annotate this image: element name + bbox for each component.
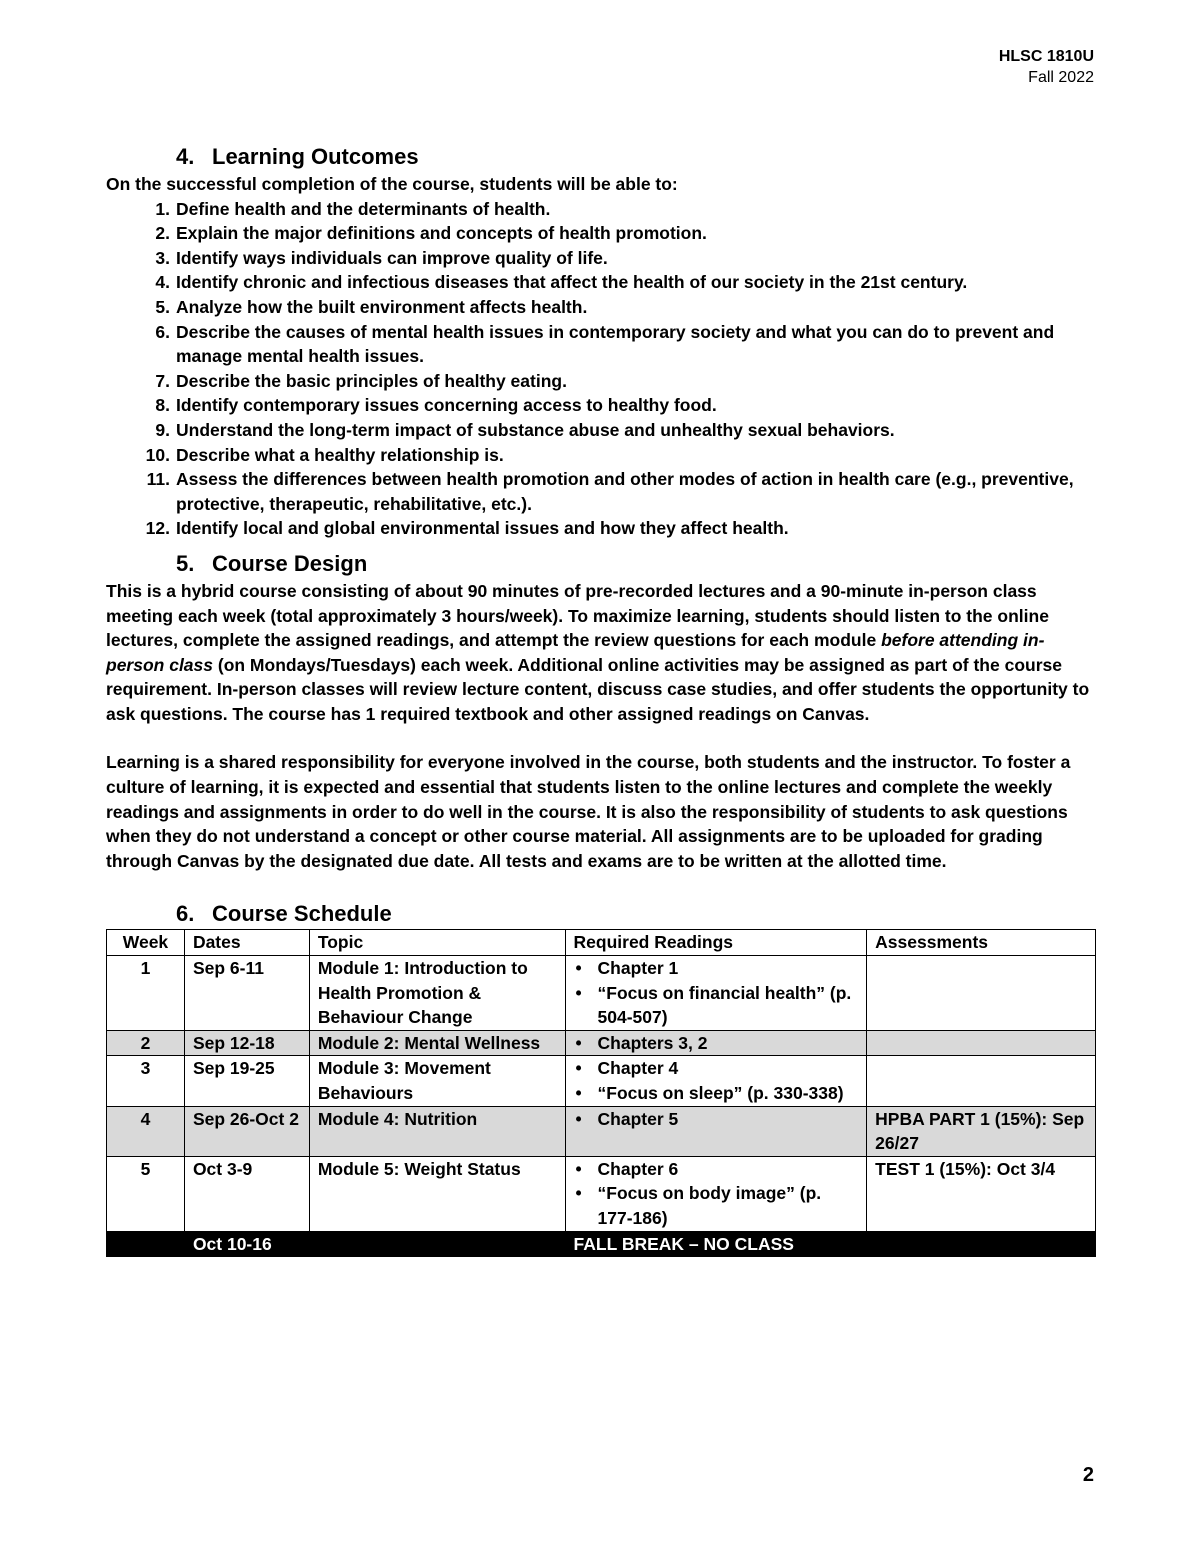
section-number: 4. [176, 144, 195, 169]
list-item-number: 12. [145, 518, 170, 539]
cell-topic: Module 4: Nutrition [309, 1106, 565, 1156]
list-item-text: Identify chronic and infectious diseases that affect the health of our society in the 21st century. [176, 272, 968, 293]
cell-topic: Module 3: Movement Behaviours [309, 1056, 565, 1106]
header-readings: Required Readings [565, 930, 867, 956]
list-item-number: 4. [155, 272, 170, 293]
reading-item: • Chapter 1 [574, 956, 859, 981]
list-item [106, 246, 1096, 271]
design-paragraph-2: Learning is a shared responsibility for everyone involved in the course, both students and the instructor. To foster a culture of learning, it is expected and essential that students listen to the online lectures and complete the weekly readings and assignments in order to do well in the course. It is also the responsibility of students to ask questions when they do not understand a concept or other course material. All assignments are to be uploaded for grading through Canvas by the designated due date. All tests and exams are to be written at the allotted time. [106, 752, 1071, 871]
cell-topic: Module 5: Weight Status [309, 1156, 565, 1231]
reading-item: • “Focus on body image” (p. 177-186) [574, 1181, 859, 1230]
cell-readings [565, 1056, 867, 1106]
cell-topic: Module 1: Introduction to Health Promotion & Behaviour Change [309, 956, 565, 1031]
list-item [106, 418, 1096, 443]
emphasis-text: before attending in-person class [106, 630, 1045, 675]
list-item-text: Describe the causes of mental health issues in contemporary society and what you can do to prevent and manage mental health issues. [176, 321, 1055, 367]
reading-item: • Chapter 5 [574, 1107, 859, 1132]
list-item-number: 8. [155, 395, 170, 416]
cell-dates: Sep 19-25 [184, 1056, 309, 1106]
list-item [106, 516, 1096, 541]
text-span: (on Mondays/Tuesdays) each week. Additional online activities may be assigned as part of the course requirement. In-person classes will review lecture content, discuss case studies, and offer students the opportunity to ask questions. The course has 1 required textbook and other assigned readings on Canvas. [106, 654, 1090, 724]
list-item-number: 1. [155, 198, 170, 219]
cell-assessments: HPBA PART 1 (15%): Sep 26/27 [867, 1106, 1096, 1156]
list-item-text: Identify contemporary issues concerning access to healthy food. [176, 395, 717, 416]
list-item-number: 11. [146, 469, 170, 490]
cell-assessments [867, 1056, 1096, 1106]
list-item-number: 2. [155, 223, 170, 244]
list-item-text: Explain the major definitions and concepts of health promotion. [176, 223, 707, 244]
readings-list [574, 1056, 859, 1105]
cell-assessments [867, 1030, 1096, 1056]
table-row [107, 1156, 1096, 1231]
cell-week [107, 1231, 185, 1257]
schedule-table [106, 929, 1096, 1257]
table-row [107, 1106, 1096, 1156]
list-item [106, 369, 1096, 394]
cell-dates: Oct 10-16 [184, 1231, 309, 1257]
cell-week: 2 [107, 1030, 185, 1056]
cell-week: 4 [107, 1106, 185, 1156]
list-item-text: Define health and the determinants of health. [176, 198, 551, 219]
list-item [106, 295, 1096, 320]
section-heading-learning-outcomes [106, 142, 1096, 172]
list-item-number: 3. [155, 247, 170, 268]
cell-week: 3 [107, 1056, 185, 1106]
cell-assessments: TEST 1 (15%): Oct 3/4 [867, 1156, 1096, 1231]
list-item [106, 393, 1096, 418]
page-header [999, 46, 1094, 88]
design-paragraph-1 [106, 579, 1096, 727]
list-item-number: 7. [155, 370, 170, 391]
cell-topic [309, 1231, 565, 1257]
table-row [107, 1056, 1096, 1106]
readings-list [574, 1107, 859, 1132]
table-header-row [107, 930, 1096, 956]
readings-list [574, 956, 859, 1030]
table-row [107, 1030, 1096, 1056]
page-content [106, 142, 1096, 1257]
list-item-text: Describe the basic principles of healthy eating. [176, 370, 567, 391]
section-number: 5. [176, 550, 195, 576]
cell-topic: Module 2: Mental Wellness [309, 1030, 565, 1056]
cell-readings [565, 956, 867, 1031]
list-item-number: 10. [145, 444, 170, 465]
cell-week: 5 [107, 1156, 185, 1231]
section-title: Course Schedule [212, 901, 392, 927]
readings-list [574, 1031, 859, 1056]
list-item-text: Identify ways individuals can improve quality of life. [176, 247, 608, 268]
list-item [106, 270, 1096, 295]
section-heading-course-design [106, 549, 1096, 579]
section-number: 6. [176, 901, 195, 927]
header-week: Week [107, 930, 185, 956]
cell-week: 1 [107, 956, 185, 1031]
header-topic: Topic [309, 930, 565, 956]
cell-readings [565, 1156, 867, 1231]
break-label: FALL BREAK – NO CLASS [565, 1231, 1095, 1257]
list-item [106, 320, 1096, 369]
list-item-text: Analyze how the built environment affects health. [176, 296, 588, 317]
list-item [106, 197, 1096, 222]
section-title: Course Design [212, 550, 368, 576]
list-item-text: Describe what a healthy relationship is. [176, 444, 504, 465]
course-code: HLSC 1810U [998, 48, 1094, 65]
cell-assessments [867, 956, 1096, 1031]
table-row [107, 956, 1096, 1031]
reading-item: • Chapters 3, 2 [574, 1031, 859, 1056]
list-item-text: Identify local and global environmental issues and how they affect health. [176, 518, 789, 539]
list-item-text: Assess the differences between health promotion and other modes of action in health care (e.g., preventive, protective, therapeutic, rehabilitative, etc.). [176, 469, 1074, 514]
list-item [106, 443, 1096, 468]
list-item-number: 6. [155, 321, 170, 342]
list-item [106, 221, 1096, 246]
cell-readings [565, 1106, 867, 1156]
list-item [106, 467, 1096, 516]
cell-dates: Sep 12-18 [184, 1030, 309, 1056]
reading-item: • “Focus on financial health” (p. 504-507) [574, 981, 859, 1030]
cell-readings [565, 1030, 867, 1056]
outcomes-list [106, 197, 1096, 541]
page-number: 2 [1082, 1464, 1094, 1486]
list-item-text: Understand the long-term impact of substance abuse and unhealthy sexual behaviors. [176, 419, 895, 440]
term: Fall 2022 [1028, 69, 1094, 86]
header-dates: Dates [184, 930, 309, 956]
reading-item: • Chapter 6 [574, 1157, 859, 1182]
schedule-body [107, 956, 1096, 1257]
header-assessments: Assessments [867, 930, 1096, 956]
readings-list [574, 1157, 859, 1231]
cell-dates: Oct 3-9 [184, 1156, 309, 1231]
outcomes-intro: On the successful completion of the course, students will be able to: [106, 174, 678, 194]
fall-break-row [107, 1231, 1096, 1257]
list-item-number: 9. [155, 419, 170, 440]
text-span: This is a hybrid course consisting of about 90 minutes of pre-recorded lectures and a 90-minute in-person class meeting each week (total approximately 3 hours/week). To maximize learning, students should listen to the online lectures, complete the assigned readings, and attempt the review questions for each module [106, 580, 1049, 651]
section-heading-course-schedule [106, 899, 1096, 929]
cell-dates: Sep 6-11 [184, 956, 309, 1031]
reading-item: • Chapter 4 [574, 1056, 859, 1081]
cell-dates: Sep 26-Oct 2 [184, 1106, 309, 1156]
section-title: Learning Outcomes [212, 144, 419, 169]
reading-item: • “Focus on sleep” (p. 330-338) [574, 1081, 859, 1106]
list-item-number: 5. [155, 296, 170, 317]
